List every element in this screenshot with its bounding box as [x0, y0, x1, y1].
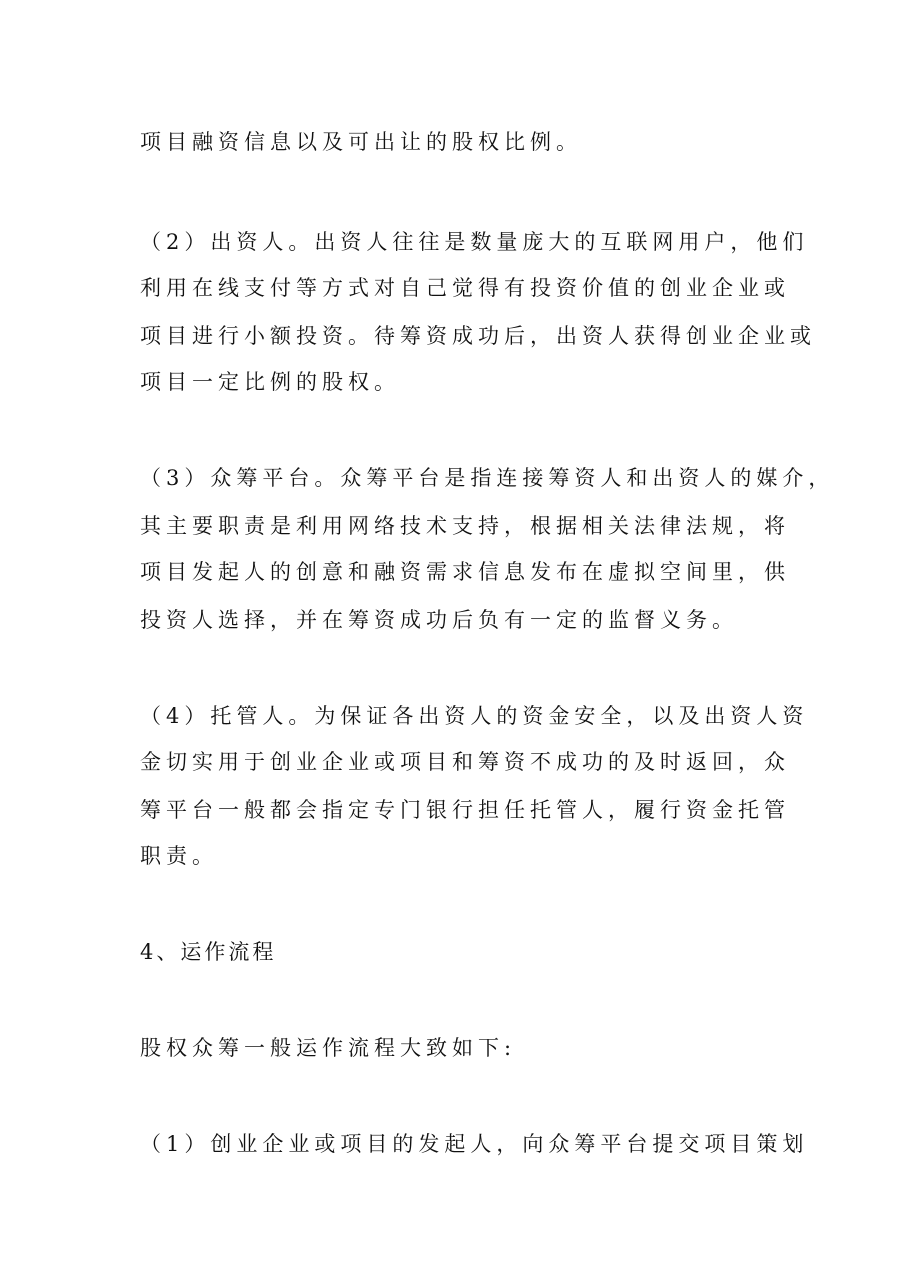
paragraph-line: 项目进行小额投资。待筹资成功后，出资人获得创业企业或 [140, 324, 816, 348]
paragraph-line: 职责。 [140, 844, 218, 868]
paragraph-line: 项目融资信息以及可出让的股权比例。 [140, 130, 582, 154]
paragraph-line: 股权众筹一般运作流程大致如下: [140, 1036, 517, 1060]
paragraph-line: （4）托管人。为保证各出资人的资金安全，以及出资人资 [140, 704, 809, 728]
paragraph-line: 金切实用于创业企业或项目和筹资不成功的及时返回，众 [140, 750, 790, 774]
paragraph-line: （3）众筹平台。众筹平台是指连接筹资人和出资人的媒介， [140, 466, 835, 490]
paragraph-line: 项目一定比例的股权。 [140, 370, 400, 394]
paragraph-line: 筹平台一般都会指定专门银行担任托管人，履行资金托管 [140, 798, 790, 822]
paragraph-line: 项目发起人的创意和融资需求信息发布在虚拟空间里，供 [140, 560, 790, 584]
paragraph-line: （2）出资人。出资人往往是数量庞大的互联网用户，他们 [140, 230, 809, 254]
paragraph-line: （1）创业企业或项目的发起人，向众筹平台提交项目策划 [140, 1132, 809, 1156]
section-heading: 4、运作流程 [140, 940, 277, 964]
paragraph-line: 其主要职责是利用网络技术支持，根据相关法律法规，将 [140, 514, 790, 538]
paragraph-line: 投资人选择，并在筹资成功后负有一定的监督义务。 [140, 608, 738, 632]
paragraph-line: 利用在线支付等方式对自己觉得有投资价值的创业企业或 [140, 276, 790, 300]
